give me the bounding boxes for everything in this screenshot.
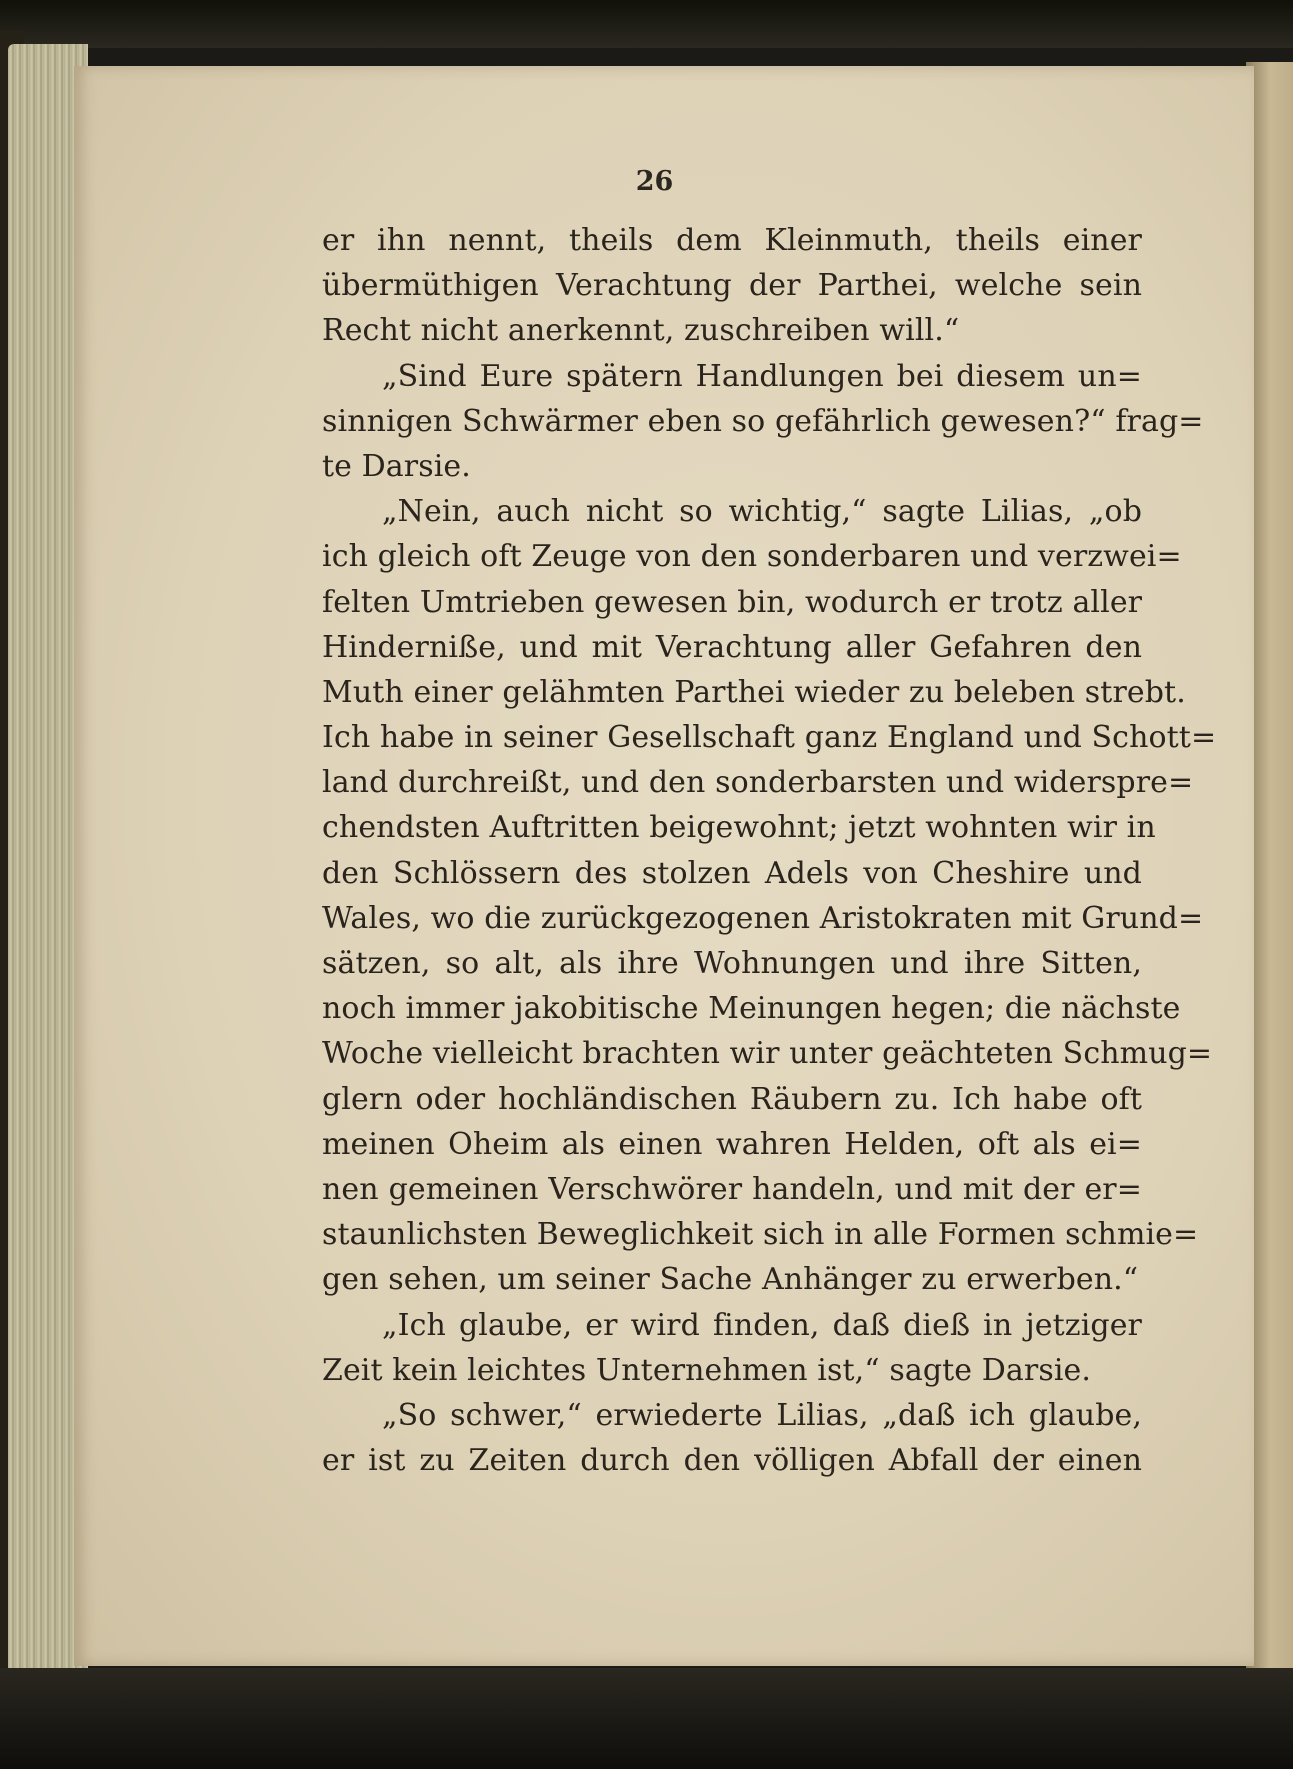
text-line: Ich habe in seiner Gesellschaft ganz England und Schott= [322,720,1217,756]
text-line: er ist zu Zeiten durch den völligen Abfall der einen [322,1443,1142,1479]
text-line: chendsten Auftritten beigewohnt; jetzt wohnten wir in [322,810,1156,846]
book-cover-top [0,0,1293,48]
text-line: übermüthigen Verachtung der Parthei, welche sein [322,268,1142,304]
text-line: meinen Oheim als einen wahren Helden, oft als ei= [322,1126,1142,1162]
text-line: te Darsie. [322,448,471,484]
text-line: sinnigen Schwärmer eben so gefährlich gewesen?“ frag= [322,403,1204,439]
text-line: Recht nicht anerkennt, zuschreiben will.“ [322,313,960,349]
text-line: Hinderniße, und mit Verachtung aller Gefahren den [322,629,1142,665]
text-line: land durchreißt, und den sonderbarsten und widerspre= [322,765,1194,801]
text-line: noch immer jakobitische Meinungen hegen; die nächste [322,991,1181,1027]
text-line: felten Umtrieben gewesen bin, wodurch er trotz aller [322,584,1143,620]
page-text [322,218,1217,1483]
text-line: „Sind Eure spätern Handlungen bei diesem un= [382,358,1142,394]
text-line: „Ich glaube, er wird finden, daß dieß in jetziger [382,1307,1142,1343]
text-line: „So schwer,“ erwiederte Lilias, „daß ich glaube, [382,1397,1142,1433]
text-line: nen gemeinen Verschwörer handeln, und mit der er= [322,1171,1142,1207]
text-line: sätzen, so alt, als ihre Wohnungen und ihre Sitten, [322,946,1142,981]
text-line: Zeit kein leichtes Unternehmen ist,“ sagte Darsie. [322,1352,1092,1388]
text-line: gen sehen, um seiner Sache Anhänger zu erwerben.“ [322,1262,1139,1298]
text-line: Muth einer gelähmten Parthei wieder zu beleben strebt. [322,674,1186,710]
text-line: „Nein, auch nicht so wichtig,“ sagte Lilias, „ob [382,494,1142,530]
text-line: glern oder hochländischen Räubern zu. Ich habe oft [322,1081,1142,1117]
book-bottom-shadow [0,1668,1293,1769]
text-line: Woche vielleicht brachten wir unter geächteten Schmug= [322,1036,1213,1072]
text-line: Wales, wo die zurückgezogenen Aristokraten mit Grund= [322,900,1204,936]
text-line: ich gleich oft Zeuge von den sonderbaren und verzwei= [322,539,1182,575]
text-line: staunlichsten Beweglichkeit sich in alle Formen schmie= [322,1217,1199,1253]
text-line: den Schlössern des stolzen Adels von Cheshire und [322,855,1142,891]
page-number: 26 [635,166,674,197]
text-line: er ihn nennt, theils dem Kleinmuth, theils einer [322,223,1142,258]
